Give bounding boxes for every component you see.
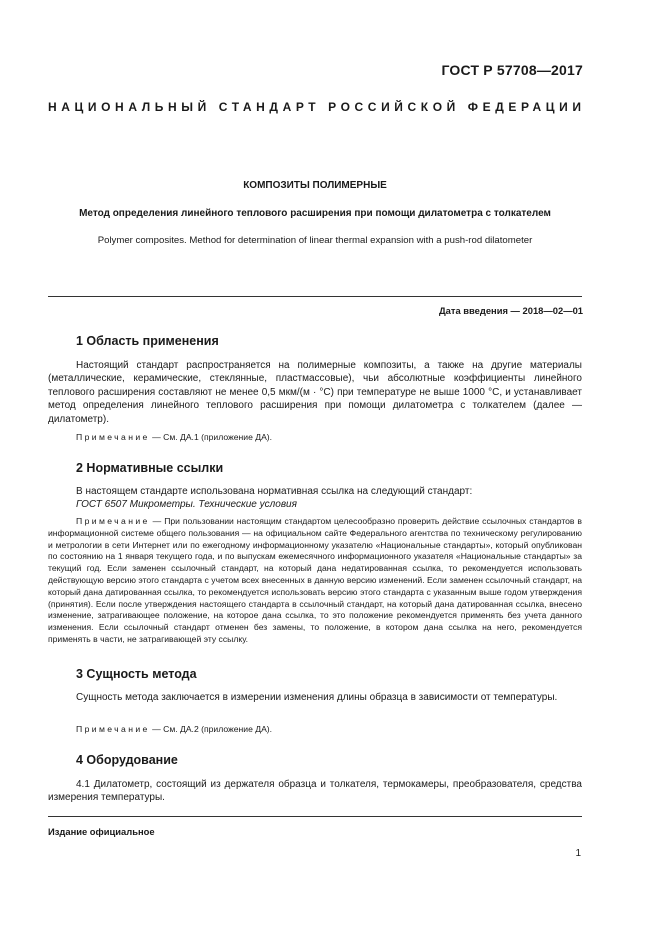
document-subtitle: Метод определения линейного теплового расширения при помощи дилатометра с толкателем [79,208,551,219]
edition-label: Издание официальное [48,826,155,837]
section-2-heading: 2 Нормативные ссылки [76,461,224,475]
document-title: КОМПОЗИТЫ ПОЛИМЕРНЫЕ [243,180,387,191]
section-1-paragraph: Настоящий стандарт распространяется на полимерные композиты, а также на другие материалы (металлические, керамические, стеклянные, пластмассовые), чьи абсолютные коэффициенты линейного теплового расширения составляют не менее 0,5 мкм/(м · °С) при температуре не выше 1000 °С, и устанавливает метод определения линейного теплового расширения при помощи дилатометра с толкателем (далее — дилатометр). [48,360,582,425]
section-3-paragraph: Сущность метода заключается в измерении изменения длины образца в зависимости от температуры. [76,692,558,703]
section-2-reference: ГОСТ 6507 Микрометры. Технические условия [76,499,297,510]
divider-bottom [48,816,582,817]
standard-number: ГОСТ Р 57708—2017 [441,62,583,78]
section-2-note [48,516,582,646]
note-label: Примечание [76,724,150,734]
note-label: Примечание [76,516,150,526]
page-number: 1 [575,848,581,859]
introduction-date: Дата введения — 2018—02—01 [438,305,583,316]
section-4-heading: 4 Оборудование [76,753,178,767]
divider-top [48,296,582,297]
section-1-heading: 1 Область применения [76,334,219,348]
note-text: — При пользовании настоящим стандартом целесообразно проверить действие ссылочных стандартов в информационной системе общего пользования — на официальном сайте Федерального агентства по техническому регулированию и метрологии в сети Интернет или по ежегодному информационному указателю «Национальные стандарты», который опубликован по состоянию на 1 января текущего года, и по выпускам ежемесячного информационного указателя «Национальные стандарты» за текущий год. Если заменен ссылочный стандарт, на который дана недатированная ссылка, то рекомендуется использовать действующую версию этого стандарта с учетом всех внесенных в данную версию изменений. Если заменен ссылочный стандарт, на который дана датированная ссылка, то рекомендуется использовать версию этого стандарта с указанным выше годом утверждения (принятия). Если после утверждения настоящего стандарта в ссылочный стандарт, на который дана датированная ссылка, внесено изменение, затрагивающее положение, на которое дана ссылка, то это положение рекомендуется применять без учета данного изменения. Если ссылочный стандарт отменен без замены, то положение, в котором дана ссылка на него, рекомендуется применять в части, не затрагивающей эту ссылку. [48,516,582,644]
national-standard-banner: НАЦИОНАЛЬНЫЙ СТАНДАРТ РОССИЙСКОЙ ФЕДЕРАЦИИ [48,100,586,114]
section-3-note [48,724,582,736]
section-2-intro-line: В настоящем стандарте использована нормативная ссылка на следующий стандарт: [76,486,473,497]
section-4-paragraph: 4.1 Дилатометр, состоящий из держателя образца и толкателя, термокамеры, преобразователя, средства измерения температуры. [48,779,582,804]
section-3-heading: 3 Сущность метода [76,667,197,681]
note-label: Примечание [76,432,150,442]
section-1-note [48,432,582,444]
note-text: — См. ДА.2 (приложение ДА). [149,724,273,734]
note-text: — См. ДА.1 (приложение ДА). [149,432,273,442]
english-title: Polymer composites. Method for determination of linear thermal expansion with a push-rod dilatometer [97,235,533,246]
